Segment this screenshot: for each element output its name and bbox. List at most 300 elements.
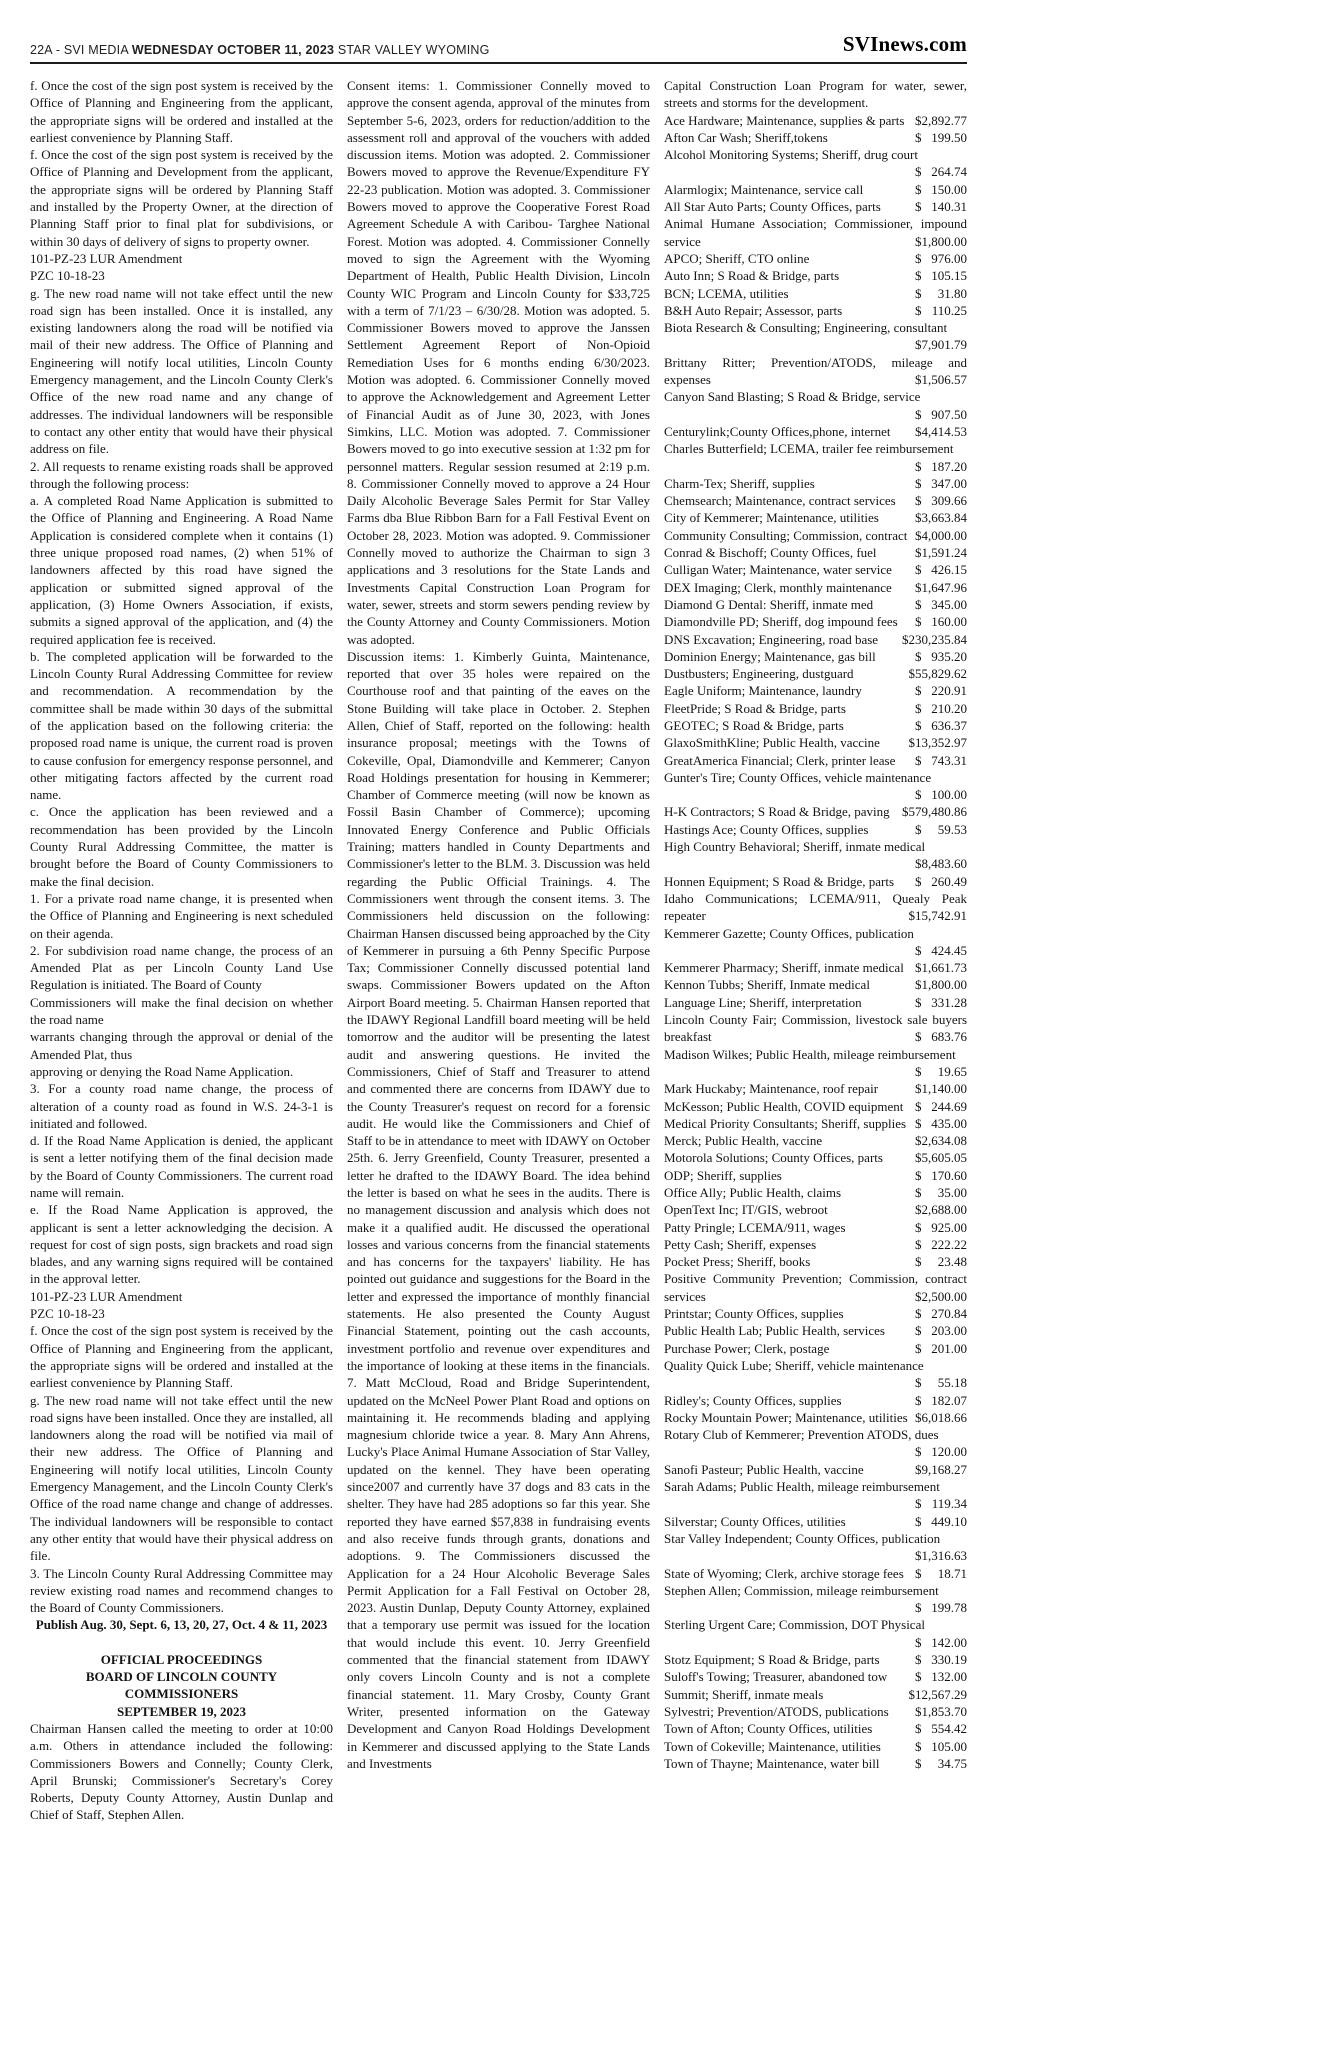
vendor-amount <box>915 336 967 353</box>
amount-value: 264.74 <box>931 164 967 180</box>
vendor-row <box>664 959 967 976</box>
currency-symbol: $ <box>915 856 922 872</box>
vendor-row <box>664 1011 967 1046</box>
vendor-amount <box>915 1547 967 1564</box>
vendor-row <box>664 561 967 578</box>
amount-value: 435.00 <box>931 1115 967 1131</box>
vendor-row <box>664 1219 967 1236</box>
vendor-amount <box>915 509 967 526</box>
heading-board-name: BOARD OF LINCOLN COUNTY COMMISSIONERS <box>85 1669 278 1702</box>
vendor-row <box>664 769 967 804</box>
currency-symbol: $ <box>908 735 915 751</box>
vendor-description: Alcohol Monitoring Systems; Sheriff, drug court <box>664 147 918 163</box>
amount-value: 1,853.70 <box>921 1703 967 1719</box>
amount-value: 12,567.29 <box>915 1686 967 1702</box>
amount-value: 1,800.00 <box>921 977 967 993</box>
loan-program-paragraph: Capital Construction Loan Program for water, sewer, streets and storms for the development. <box>664 78 967 111</box>
vendor-row <box>664 1080 967 1097</box>
amount-value: 203.00 <box>931 1323 967 1339</box>
vendor-amount <box>915 1115 967 1132</box>
vendor-amount <box>915 959 967 976</box>
vendor-row <box>664 250 967 267</box>
vendor-amount <box>915 250 967 267</box>
vendor-description: DEX Imaging; Clerk, monthly maintenance <box>664 579 892 595</box>
currency-symbol: $ <box>915 1444 922 1460</box>
vendor-row <box>664 1668 967 1685</box>
amount-value: 170.60 <box>931 1167 967 1183</box>
vendor-amount <box>909 907 968 924</box>
vendor-amount <box>915 1668 967 1685</box>
vendor-description: Stotz Equipment; S Road & Bridge, parts <box>664 1652 880 1668</box>
proceedings-heading <box>30 1651 333 1720</box>
vendor-row <box>664 1167 967 1184</box>
amount-value: 424.45 <box>931 942 967 958</box>
column-middle <box>347 77 650 1824</box>
currency-symbol: $ <box>915 1409 922 1425</box>
vendor-description: B&H Auto Repair; Assessor, parts <box>664 302 843 318</box>
site-name: SVInews.com <box>842 32 967 56</box>
vendor-amount <box>909 665 968 682</box>
vendor-row <box>664 527 967 544</box>
currency-symbol: $ <box>915 787 922 803</box>
amount-value: 345.00 <box>931 596 967 612</box>
vendor-description: Charles Butterfield; LCEMA, trailer fee reimbursement <box>664 441 954 457</box>
vendor-row <box>664 354 967 389</box>
vendor-description: All Star Auto Parts; County Offices, parts <box>664 199 881 215</box>
vendor-description: FleetPride; S Road & Bridge, parts <box>664 700 846 716</box>
vendor-amount <box>915 1703 967 1720</box>
amount-value: 935.20 <box>931 648 967 664</box>
vendor-amount <box>915 492 967 509</box>
legal-paragraph: 1. For a private road name change, it is presented when the Office of Planning and Engineering is next scheduled on their agenda. <box>30 890 333 941</box>
vendor-description: Town of Thayne; Maintenance, water bill <box>664 1755 880 1771</box>
vendor-amount <box>915 682 967 699</box>
currency-symbol: $ <box>915 1202 922 1218</box>
edition-info <box>30 43 490 57</box>
vendor-description: Charm-Tex; Sheriff, supplies <box>664 475 815 491</box>
vendor-amount <box>915 406 967 423</box>
currency-symbol: $ <box>915 683 922 699</box>
vendor-description: OpenText Inc; IT/GIS, webroot <box>664 1202 828 1218</box>
amount-value: 579,480.86 <box>908 804 967 820</box>
vendor-row <box>664 302 967 319</box>
amount-value: 55,829.62 <box>915 666 967 682</box>
vendor-description: Biota Research & Consulting; Engineering, consultant <box>664 320 948 336</box>
vendor-row <box>664 1132 967 1149</box>
amount-value: 1,647.96 <box>921 579 967 595</box>
vendor-amount <box>915 700 967 717</box>
vendor-row <box>664 181 967 198</box>
currency-symbol: $ <box>915 752 922 768</box>
vendor-row <box>664 700 967 717</box>
vendor-row <box>664 1616 967 1651</box>
vendor-description: McKesson; Public Health, COVID equipment <box>664 1098 904 1114</box>
currency-symbol: $ <box>915 458 922 474</box>
amount-value: 636.37 <box>931 717 967 733</box>
amount-value: 19.65 <box>937 1063 967 1079</box>
vendor-row <box>664 631 967 648</box>
currency-symbol: $ <box>915 1548 922 1564</box>
vendor-description: Positive Community Prevention; Commission, contract services <box>664 1271 967 1304</box>
vendor-row <box>664 1651 967 1668</box>
currency-symbol: $ <box>915 112 922 128</box>
vendor-description: Sylvestri; Prevention/ATODS, publications <box>664 1703 889 1719</box>
page-header <box>30 32 967 64</box>
amount-value: 1,316.63 <box>921 1548 967 1564</box>
currency-symbol: $ <box>915 1133 922 1149</box>
vendor-amount <box>915 1253 967 1270</box>
amount-value: 59.53 <box>937 821 967 837</box>
currency-symbol: $ <box>915 475 922 491</box>
vendor-amount <box>915 1651 967 1668</box>
amount-value: 4,414.53 <box>921 423 967 439</box>
legal-paragraph: 101-PZ-23 LUR Amendment <box>30 1288 183 1304</box>
vendor-description: Alarmlogix; Maintenance, service call <box>664 181 864 197</box>
currency-symbol: $ <box>908 666 915 682</box>
vendor-row <box>664 492 967 509</box>
vendor-row <box>664 1461 967 1478</box>
vendor-description: Auto Inn; S Road & Bridge, parts <box>664 268 840 284</box>
currency-symbol: $ <box>915 1600 922 1616</box>
currency-symbol: $ <box>915 821 922 837</box>
vendor-row <box>664 440 967 475</box>
vendor-description: Language Line; Sheriff, interpretation <box>664 994 862 1010</box>
currency-symbol: $ <box>915 1721 922 1737</box>
vendor-description: Merck; Public Health, vaccine <box>664 1133 823 1149</box>
amount-value: 140.31 <box>931 199 967 215</box>
vendor-row <box>664 1098 967 1115</box>
currency-symbol: $ <box>915 1513 922 1529</box>
legal-paragraph: g. The new road name will not take effect until the new road signs have been installed. Once they are installed, all landowners along the road will be notified via mail of their new address. The Office of Planning and Engineering will notify local utilities, Lincoln County Emergency Management, and the Lincoln County Clerk's Office of the road name change and change of addresses. The individual landowners will be responsible to contact any other entity that would have their physical address on file. <box>30 1392 333 1564</box>
vendor-amount <box>909 1686 968 1703</box>
amount-value: 222.22 <box>931 1236 967 1252</box>
vendor-description: Rotary Club of Kemmerer; Prevention ATODS, dues <box>664 1427 939 1443</box>
vendor-row <box>664 1305 967 1322</box>
currency-symbol: $ <box>915 579 922 595</box>
amount-value: 7,901.79 <box>921 337 967 353</box>
legal-paragraph: 3. For a county road name change, the process of alteration of a county road as found in W.S. 24-3-1 is initiated and followed. <box>30 1081 333 1131</box>
vendor-amount <box>915 129 967 146</box>
vendor-amount <box>915 579 967 596</box>
amount-value: 244.69 <box>931 1098 967 1114</box>
vendor-description: DNS Excavation; Engineering, road base <box>664 631 879 647</box>
vendor-description: Lincoln County Fair; Commission, livestock sale buyers breakfast <box>664 1012 967 1045</box>
vendor-amount <box>915 1201 967 1218</box>
vendor-description: Brittany Ritter; Prevention/ATODS, mileage and expenses <box>664 354 967 388</box>
vendor-description: H-K Contractors; S Road & Bridge, paving <box>664 804 890 820</box>
vendor-amount <box>915 233 967 250</box>
amount-value: 13,352.97 <box>915 735 967 751</box>
amount-value: 449.10 <box>931 1513 967 1529</box>
amount-value: 330.19 <box>931 1652 967 1668</box>
amount-value: 1,661.73 <box>921 960 967 976</box>
amount-value: 18.71 <box>937 1565 967 1581</box>
vendor-amount <box>915 1409 967 1426</box>
vendor-description: Silverstar; County Offices, utilities <box>664 1513 846 1529</box>
vendor-description: Dominion Energy; Maintenance, gas bill <box>664 648 876 664</box>
legal-paragraph: warrants changing through the approval or denial of the Amended Plat, thus <box>30 1029 333 1062</box>
vendor-amount <box>915 285 967 302</box>
vendor-description: Madison Wilkes; Public Health, mileage reimbursement <box>664 1046 956 1062</box>
vendor-amount <box>915 1149 967 1166</box>
amount-value: 201.00 <box>931 1340 967 1356</box>
vendor-amount <box>915 596 967 613</box>
currency-symbol: $ <box>915 942 922 958</box>
vendor-row <box>664 388 967 423</box>
currency-symbol: $ <box>915 1496 922 1512</box>
vendor-amount <box>915 544 967 561</box>
currency-symbol: $ <box>915 423 922 439</box>
amount-value: 8,483.60 <box>921 856 967 872</box>
vendor-row <box>664 1340 967 1357</box>
amount-value: 1,140.00 <box>921 1081 967 1097</box>
vendor-amount <box>915 302 967 319</box>
amount-value: 925.00 <box>931 1219 967 1235</box>
vendor-description: Purchase Power; Clerk, postage <box>664 1340 830 1356</box>
proceedings-text <box>347 77 650 1772</box>
vendor-row <box>664 596 967 613</box>
vendor-row <box>664 1270 967 1305</box>
vendor-row <box>664 803 967 820</box>
currency-symbol: $ <box>915 493 922 509</box>
vendor-description: Sarah Adams; Public Health, mileage reimbursement <box>664 1479 940 1495</box>
vendor-row <box>664 976 967 993</box>
vendor-amount <box>915 1132 967 1149</box>
legal-paragraph: 2. All requests to rename existing roads shall be approved through the following process: <box>30 458 333 491</box>
currency-symbol: $ <box>915 1254 922 1270</box>
vendor-row <box>664 1149 967 1166</box>
amount-value: 683.76 <box>931 1029 967 1045</box>
vendor-description: Pocket Press; Sheriff, books <box>664 1254 811 1270</box>
vendor-amount <box>915 1392 967 1409</box>
currency-symbol: $ <box>915 717 922 733</box>
currency-symbol: $ <box>915 1340 922 1356</box>
legal-paragraph: a. A completed Road Name Application is submitted to the Office of Planning and Engineering. A Road Name Application is considered complete when it contains (1) three unique proposed road names, (2) when 51% of landowners affected by this road have signed the application or submitted signed approval of the application, (3) Home Owners Association, if exists, submits a signed approval of the application, and (4) the required application fee is received. <box>30 493 333 647</box>
vendor-row <box>664 319 967 354</box>
amount-value: 230,235.84 <box>908 631 967 647</box>
legal-paragraph: approving or denying the Road Name Application. <box>30 1063 294 1079</box>
vendor-row <box>664 1253 967 1270</box>
legal-paragraph: PZC 10-18-23 <box>30 1306 105 1322</box>
vendor-amount <box>915 1443 967 1460</box>
amount-value: 120.00 <box>931 1444 967 1460</box>
vendor-amount <box>915 1080 967 1097</box>
vendor-row <box>664 682 967 699</box>
vendor-amount <box>915 561 967 578</box>
vendor-description: Dustbusters; Engineering, dustguard <box>664 666 854 682</box>
vendor-row <box>664 752 967 769</box>
legal-paragraph: f. Once the cost of the sign post system is received by the Office of Planning and Engineering from the applicant, the appropriate signs will be ordered and installed at the earliest convenience by Planning Staff. <box>30 78 333 145</box>
vendor-row <box>664 648 967 665</box>
currency-symbol: $ <box>915 285 922 301</box>
vendor-row <box>664 1426 967 1461</box>
legal-paragraph: PZC 10-18-23 <box>30 268 105 284</box>
legal-paragraph: e. If the Road Name Application is approved, the applicant is sent a letter acknowledging the decision. A request for cost of sign posts, sign brackets and road sign blades, and any warning signs required will be contained in the approval letter. <box>30 1202 333 1287</box>
vendor-payments-list <box>664 112 967 1773</box>
vendor-description: Town of Cokeville; Maintenance, utilities <box>664 1738 881 1754</box>
edition-label: 22A - SVI MEDIA <box>30 43 132 57</box>
vendor-amount <box>915 1305 967 1322</box>
currency-symbol: $ <box>915 164 922 180</box>
vendor-description: High Country Behavioral; Sheriff, inmate medical <box>664 839 926 855</box>
vendor-row <box>664 1236 967 1253</box>
vendor-description: Patty Pringle; LCEMA/911, wages <box>664 1219 846 1235</box>
vendor-row <box>664 1201 967 1218</box>
vendor-amount <box>915 1028 967 1045</box>
vendor-description: City of Kemmerer; Maintenance, utilities <box>664 510 879 526</box>
amount-value: 270.84 <box>931 1306 967 1322</box>
amount-value: 2,892.77 <box>921 112 967 128</box>
amount-value: 15,742.91 <box>915 908 967 924</box>
currency-symbol: $ <box>915 406 922 422</box>
vendor-amount <box>915 873 967 890</box>
vendor-amount <box>915 1738 967 1755</box>
amount-value: 5,605.05 <box>921 1150 967 1166</box>
amount-value: 426.15 <box>931 562 967 578</box>
vendor-amount <box>915 1288 967 1305</box>
heading-official-proceedings: OFFICIAL PROCEEDINGS <box>100 1651 263 1667</box>
legal-paragraph: g. The new road name will not take effect until the new road sign has been installed. Once it is installed, any existing landowners along the road will be notified via mail of their new address. The Office of Planning and Engineering will notify local utilities, Lincoln County Emergency management, and the Lincoln County Clerk's Office of the new road name and any change of addresses. The individual landowners will be responsible to contact any other entity that would have their physical address on file. <box>30 285 333 457</box>
vendor-amount <box>915 855 967 872</box>
currency-symbol: $ <box>915 510 922 526</box>
vendor-row <box>664 475 967 492</box>
vendor-amount <box>915 1513 967 1530</box>
vendor-description: Idaho Communications; LCEMA/911, Quealy Peak repeater <box>664 890 967 924</box>
amount-value: 210.20 <box>931 700 967 716</box>
currency-symbol: $ <box>902 804 909 820</box>
vendor-row <box>664 1392 967 1409</box>
amount-value: 309.66 <box>931 493 967 509</box>
vendor-amount <box>915 648 967 665</box>
vendor-description: Public Health Lab; Public Health, services <box>664 1323 885 1339</box>
vendor-row <box>664 1686 967 1703</box>
amount-value: 2,688.00 <box>921 1202 967 1218</box>
legal-paragraph: f. Once the cost of the sign post system is received by the Office of Planning and Development from the applicant, the appropriate signs will be ordered by Planning Staff and installed by the Property Owner, at the direction of Planning Staff prior to final plat for subdivisions, or within 30 days of delivery of signs to property owner. <box>30 147 333 249</box>
vendor-amount <box>915 198 967 215</box>
currency-symbol: $ <box>915 1738 922 1754</box>
vendor-description: Kennon Tubbs; Sheriff, Inmate medical <box>664 977 870 993</box>
vendor-row <box>664 1755 967 1772</box>
heading-meeting-date: SEPTEMBER 19, 2023 <box>117 1703 246 1719</box>
amount-value: 2,634.08 <box>921 1133 967 1149</box>
vendor-description: Sanofi Pasteur; Public Health, vaccine <box>664 1461 864 1477</box>
currency-symbol: $ <box>915 233 922 249</box>
amount-value: 142.00 <box>931 1634 967 1650</box>
vendor-amount <box>915 1755 967 1772</box>
vendor-amount <box>915 786 967 803</box>
amount-value: 976.00 <box>931 250 967 266</box>
currency-symbol: $ <box>915 1185 922 1200</box>
vendor-row <box>664 925 967 960</box>
vendor-amount <box>915 1322 967 1339</box>
currency-symbol: $ <box>915 1703 922 1719</box>
amount-value: 3,663.84 <box>921 510 967 526</box>
vendor-amount <box>915 163 967 180</box>
vendor-description: Printstar; County Offices, supplies <box>664 1306 844 1322</box>
vendor-row <box>664 267 967 284</box>
currency-symbol: $ <box>908 908 915 924</box>
vendor-row <box>664 1409 967 1426</box>
vendor-amount <box>915 1599 967 1616</box>
amount-value: 9,168.27 <box>921 1461 967 1477</box>
article-columns <box>30 77 967 1824</box>
amount-value: 1,506.57 <box>921 372 967 388</box>
currency-symbol: $ <box>915 1669 922 1685</box>
vendor-description: Sterling Urgent Care; Commission, DOT Physical <box>664 1617 925 1633</box>
vendor-amount <box>909 734 968 751</box>
vendor-amount <box>915 371 967 388</box>
vendor-description: Honnen Equipment; S Road & Bridge, parts <box>664 873 895 889</box>
vendor-row <box>664 129 967 146</box>
amount-value: 1,800.00 <box>921 233 967 249</box>
amount-value: 743.31 <box>931 752 967 768</box>
vendor-description: Diamond G Dental: Sheriff, inmate med <box>664 596 874 612</box>
amount-value: 34.75 <box>937 1755 967 1771</box>
vendor-row <box>664 821 967 838</box>
vendor-row <box>664 579 967 596</box>
vendor-description: APCO; Sheriff, CTO online <box>664 250 810 266</box>
vendor-description: Hastings Ace; County Offices, supplies <box>664 821 869 837</box>
vendor-description: Mark Huckaby; Maintenance, roof repair <box>664 1081 879 1097</box>
vendor-description: Ace Hardware; Maintenance, supplies & parts <box>664 112 905 128</box>
vendor-row <box>664 1478 967 1513</box>
vendor-amount <box>915 1184 967 1201</box>
vendor-description: Stephen Allen; Commission, mileage reimbursement <box>664 1582 939 1598</box>
vendor-row <box>664 1046 967 1081</box>
vendor-amount <box>915 1565 967 1582</box>
legal-paragraph: b. The completed application will be forwarded to the Lincoln County Rural Addressing Committee for review and recommendation. A recommendation by the committee shall be made within 30 days of the submittal of the application based on the following criteria: the proposed road name is unique, the current road is proven to cause confusion for emergency response personnel, and other mitigating factors affected by the current road name. <box>30 648 333 803</box>
amount-value: 6,018.66 <box>921 1409 967 1425</box>
vendor-amount <box>915 112 967 129</box>
legal-paragraph: f. Once the cost of the sign post system is received by the Office of Planning and Engineering from the applicant, the appropriate signs will be ordered and installed at the earliest convenience by Planning Staff. <box>30 1323 333 1391</box>
currency-symbol: $ <box>915 1115 922 1131</box>
vendor-amount <box>915 1063 967 1080</box>
currency-symbol: $ <box>915 1219 922 1235</box>
currency-symbol: $ <box>915 1098 922 1114</box>
amount-value: 1,591.24 <box>921 545 967 561</box>
vendor-amount <box>915 1098 967 1115</box>
vendor-row <box>664 734 967 751</box>
vendor-description: Kemmerer Gazette; County Offices, publication <box>664 925 914 941</box>
amount-value: 199.78 <box>931 1600 967 1616</box>
amount-value: 105.15 <box>931 268 967 284</box>
currency-symbol: $ <box>915 1150 922 1166</box>
vendor-description: Rocky Mountain Power; Maintenance, utilities <box>664 1409 908 1425</box>
currency-symbol: $ <box>915 700 922 716</box>
currency-symbol: $ <box>902 631 909 647</box>
vendor-amount <box>915 423 967 440</box>
currency-symbol: $ <box>915 1167 922 1183</box>
vendor-row <box>664 838 967 873</box>
vendor-amount <box>915 976 967 993</box>
currency-symbol: $ <box>915 994 922 1010</box>
amount-value: 2,500.00 <box>921 1288 967 1304</box>
currency-symbol: $ <box>915 1236 922 1252</box>
currency-symbol: $ <box>915 1652 922 1668</box>
currency-symbol: $ <box>915 596 922 612</box>
vendor-description: Animal Humane Association; Commissioner, impound service <box>664 216 967 249</box>
currency-symbol: $ <box>915 372 922 388</box>
amount-value: 23.48 <box>937 1254 967 1270</box>
vendor-row <box>664 994 967 1011</box>
currency-symbol: $ <box>915 1081 922 1097</box>
vendor-description: GlaxoSmithKline; Public Health, vaccine <box>664 735 880 751</box>
vendor-amount <box>902 803 967 820</box>
vendor-amount <box>915 821 967 838</box>
currency-symbol: $ <box>915 1461 922 1477</box>
currency-symbol: $ <box>915 1323 922 1339</box>
legal-paragraph: c. Once the application has been reviewed and a recommendation has been provided by the Lincoln County Rural Addressing Committee, the matter is brought before the Board of County Commissioners to make the final decision. <box>30 804 333 889</box>
